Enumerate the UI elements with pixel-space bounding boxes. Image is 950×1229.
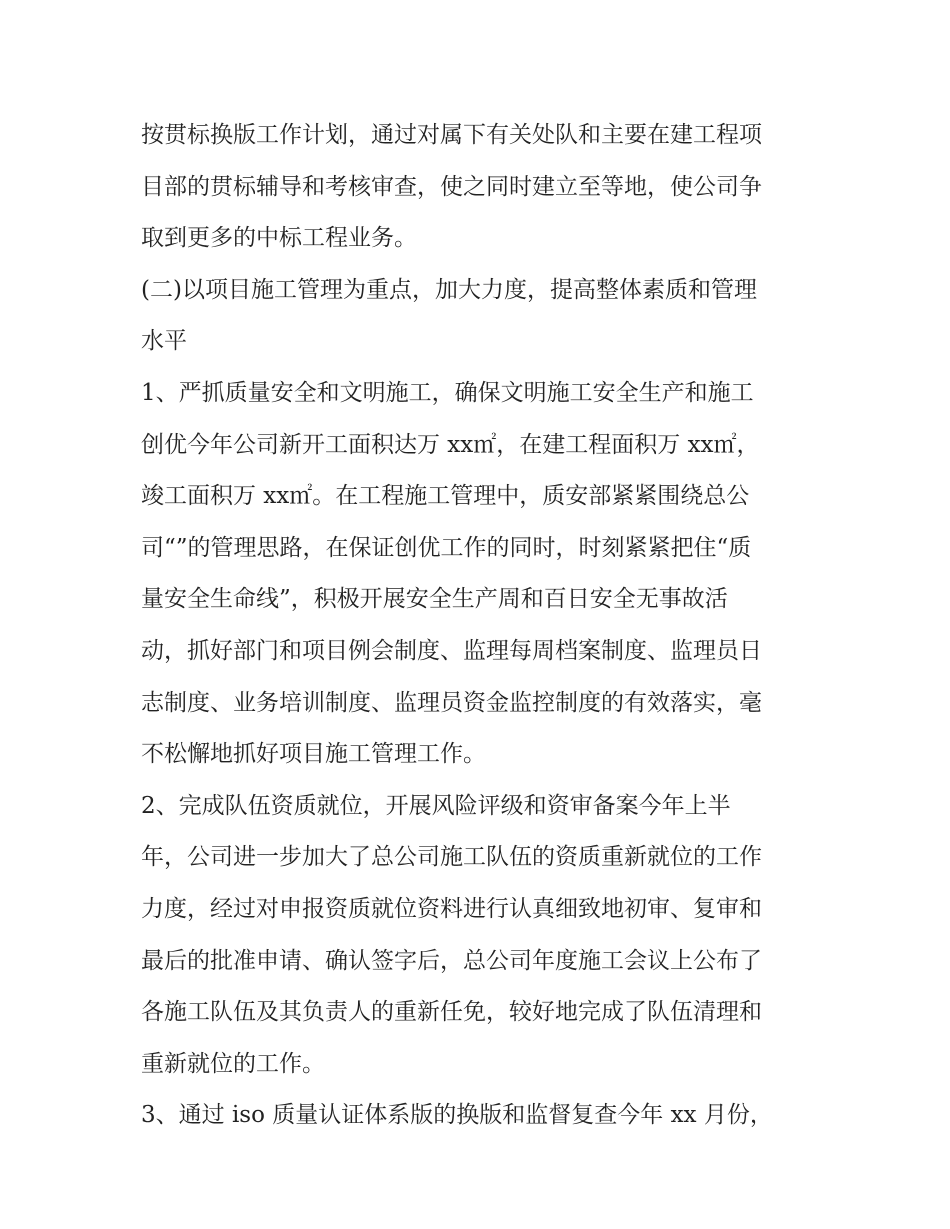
text-line: 2、完成队伍资质就位，开展风险评级和资审备案今年上半 — [141, 792, 731, 819]
text-line: 按贯标换版工作计划，通过对属下有关处队和主要在建工程项 — [141, 122, 762, 148]
text-line: 最后的批准申请、确认签字后，总公司年度施工会议上公布了 — [141, 947, 762, 974]
section-heading-continued: 水平 — [141, 328, 187, 355]
text-line: 创优今年公司新开工面积达万 xx㎡，在建工程面积万 xx㎡， — [141, 431, 760, 458]
text-line: 不松懈地抓好项目施工管理工作。 — [141, 741, 486, 768]
text-line: 3、通过 iso 质量认证体系版的换版和监督复查今年 xx 月份， — [141, 1102, 773, 1129]
section-heading: (二)以项目施工管理为重点，加大力度，提高整体素质和管理 — [141, 276, 757, 303]
text-line: 司“”的管理思路，在保证创优工作的同时，时刻紧紧把住“质 — [141, 534, 752, 561]
text-line: 重新就位的工作。 — [141, 1050, 325, 1077]
text-line: 力度，经过对申报资质就位资料进行认真细致地初审、复审和 — [141, 895, 762, 922]
text-line: 目部的贯标辅导和考核审查，使之同时建立至等地，使公司争 — [141, 173, 762, 200]
text-line: 各施工队伍及其负责人的重新任免，较好地完成了队伍清理和 — [141, 999, 762, 1026]
text-line: 取到更多的中标工程业务。 — [141, 225, 417, 252]
text-line: 1、严抓质量安全和文明施工，确保文明施工安全生产和施工 — [141, 379, 754, 406]
text-line: 志制度、业务培训制度、监理员资金监控制度的有效落实，毫 — [141, 689, 762, 716]
text-line: 动，抓好部门和项目例会制度、监理每周档案制度、监理员日 — [141, 637, 762, 664]
text-line: 年，公司进一步加大了总公司施工队伍的资质重新就位的工作 — [141, 844, 762, 871]
text-line: 量安全生命线”，积极开展安全生产周和百日安全无事故活 — [141, 586, 728, 613]
text-line: 竣工面积万 xx㎡。在工程施工管理中，质安部紧紧围绕总公 — [141, 483, 750, 510]
body-text — [141, 110, 821, 1142]
